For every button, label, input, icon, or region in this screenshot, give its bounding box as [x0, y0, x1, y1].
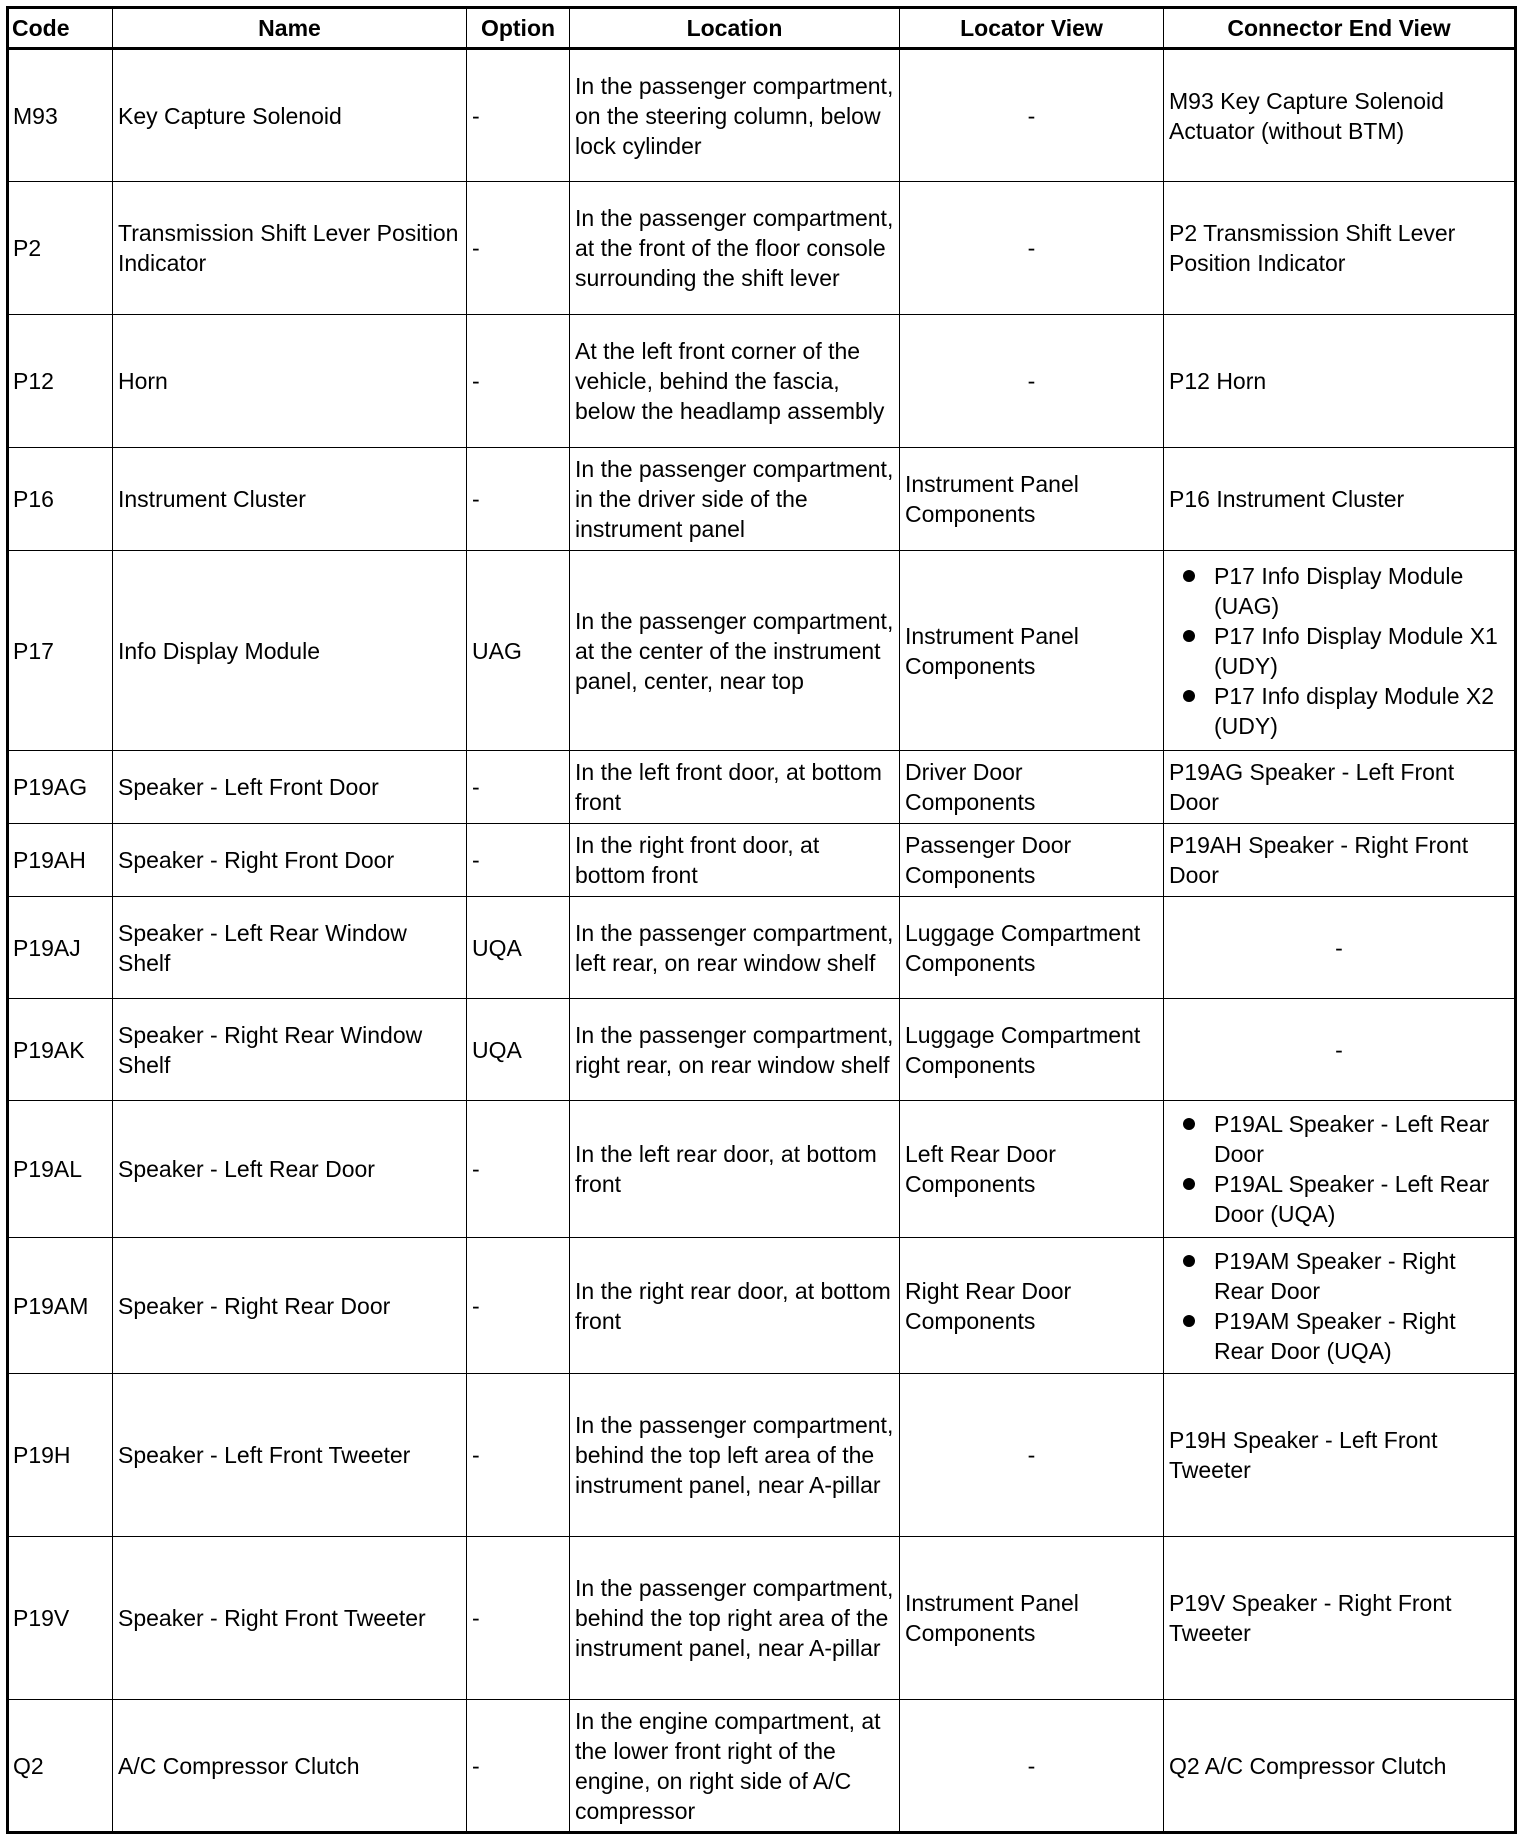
locator-view-cell: -: [900, 49, 1164, 182]
code-cell: P19AH: [8, 824, 113, 897]
header-option: Option: [467, 8, 570, 49]
locator-view-cell: Driver Door Components: [900, 751, 1164, 824]
connector-list-item: P17 Info Display Module (UAG): [1214, 561, 1509, 621]
table-row: [8, 182, 1516, 315]
option-cell: UAG: [467, 551, 570, 751]
connector-list: [1169, 561, 1509, 741]
location-cell: In the passenger compartment, on the steering column, below lock cylinder: [570, 49, 900, 182]
table-row: [8, 1700, 1516, 1833]
code-cell: P19AG: [8, 751, 113, 824]
connector-list-item: P19AL Speaker - Left Rear Door: [1214, 1109, 1509, 1169]
locator-view-cell: -: [900, 182, 1164, 315]
location-cell: In the passenger compartment, left rear, on rear window shelf: [570, 897, 900, 999]
connector-end-view-cell: P19AG Speaker - Left Front Door: [1164, 751, 1516, 824]
location-cell: In the passenger compartment, behind the top right area of the instrument panel, near A-pillar: [570, 1537, 900, 1700]
code-cell: P19AJ: [8, 897, 113, 999]
option-cell: UQA: [467, 897, 570, 999]
location-cell: In the right front door, at bottom front: [570, 824, 900, 897]
location-cell: In the passenger compartment, at the center of the instrument panel, center, near top: [570, 551, 900, 751]
connector-end-view-cell: P2 Transmission Shift Lever Position Indicator: [1164, 182, 1516, 315]
header-connector-end-view: Connector End View: [1164, 8, 1516, 49]
location-cell: At the left front corner of the vehicle, behind the fascia, below the headlamp assembly: [570, 315, 900, 448]
locator-view-cell: Instrument Panel Components: [900, 448, 1164, 551]
location-cell: In the left front door, at bottom front: [570, 751, 900, 824]
code-cell: P17: [8, 551, 113, 751]
connector-end-view-cell: [1164, 1238, 1516, 1374]
name-cell: A/C Compressor Clutch: [113, 1700, 467, 1833]
name-cell: Instrument Cluster: [113, 448, 467, 551]
locator-view-cell: Instrument Panel Components: [900, 1537, 1164, 1700]
name-cell: Transmission Shift Lever Position Indicator: [113, 182, 467, 315]
name-cell: Info Display Module: [113, 551, 467, 751]
connector-list-item: P19AM Speaker - Right Rear Door (UQA): [1214, 1306, 1509, 1366]
connector-end-view-cell: P19H Speaker - Left Front Tweeter: [1164, 1374, 1516, 1537]
code-cell: Q2: [8, 1700, 113, 1833]
header-name: Name: [113, 8, 467, 49]
connector-list-item: P17 Info Display Module X1 (UDY): [1214, 621, 1509, 681]
location-cell: In the passenger compartment, behind the top left area of the instrument panel, near A-pillar: [570, 1374, 900, 1537]
table-row: [8, 1101, 1516, 1238]
header-row: [8, 8, 1516, 49]
connector-end-view-cell: [1164, 551, 1516, 751]
table-row: [8, 1238, 1516, 1374]
connector-list: [1169, 1246, 1509, 1366]
code-cell: P19AL: [8, 1101, 113, 1238]
connector-end-view-cell: P19V Speaker - Right Front Tweeter: [1164, 1537, 1516, 1700]
name-cell: Speaker - Left Front Door: [113, 751, 467, 824]
connector-end-view-cell: P19AH Speaker - Right Front Door: [1164, 824, 1516, 897]
connector-end-view-cell: P16 Instrument Cluster: [1164, 448, 1516, 551]
locator-view-cell: Passenger Door Components: [900, 824, 1164, 897]
table-row: [8, 1537, 1516, 1700]
option-cell: -: [467, 1238, 570, 1374]
code-cell: P19AM: [8, 1238, 113, 1374]
connector-end-view-cell: -: [1164, 999, 1516, 1101]
table-row: [8, 751, 1516, 824]
code-cell: P19H: [8, 1374, 113, 1537]
name-cell: Key Capture Solenoid: [113, 49, 467, 182]
option-cell: -: [467, 448, 570, 551]
name-cell: Speaker - Right Rear Window Shelf: [113, 999, 467, 1101]
header-locator-view: Locator View: [900, 8, 1164, 49]
code-cell: P19V: [8, 1537, 113, 1700]
connector-end-view-cell: P12 Horn: [1164, 315, 1516, 448]
option-cell: -: [467, 315, 570, 448]
location-cell: In the passenger compartment, at the front of the floor console surrounding the shift lever: [570, 182, 900, 315]
option-cell: -: [467, 1101, 570, 1238]
table-row: [8, 49, 1516, 182]
code-cell: P16: [8, 448, 113, 551]
code-cell: P19AK: [8, 999, 113, 1101]
connector-end-view-cell: -: [1164, 897, 1516, 999]
location-cell: In the right rear door, at bottom front: [570, 1238, 900, 1374]
table-row: [8, 448, 1516, 551]
location-cell: In the left rear door, at bottom front: [570, 1101, 900, 1238]
connector-list: [1169, 1109, 1509, 1229]
locator-view-cell: Left Rear Door Components: [900, 1101, 1164, 1238]
locator-view-cell: -: [900, 315, 1164, 448]
location-cell: In the engine compartment, at the lower front right of the engine, on right side of A/C compressor: [570, 1700, 900, 1833]
option-cell: -: [467, 49, 570, 182]
name-cell: Speaker - Left Rear Door: [113, 1101, 467, 1238]
table-row: [8, 551, 1516, 751]
option-cell: -: [467, 182, 570, 315]
option-cell: -: [467, 1700, 570, 1833]
connector-list-item: P19AM Speaker - Right Rear Door: [1214, 1246, 1509, 1306]
connector-list-item: P17 Info display Module X2 (UDY): [1214, 681, 1509, 741]
header-code: Code: [8, 8, 113, 49]
locator-view-cell: -: [900, 1374, 1164, 1537]
locator-view-cell: Luggage Compartment Components: [900, 999, 1164, 1101]
location-cell: In the passenger compartment, right rear, on rear window shelf: [570, 999, 900, 1101]
code-cell: P2: [8, 182, 113, 315]
name-cell: Speaker - Left Rear Window Shelf: [113, 897, 467, 999]
name-cell: Speaker - Right Front Door: [113, 824, 467, 897]
component-locator-table: [6, 6, 1517, 1834]
name-cell: Speaker - Left Front Tweeter: [113, 1374, 467, 1537]
table-row: [8, 1374, 1516, 1537]
locator-view-cell: -: [900, 1700, 1164, 1833]
table-row: [8, 315, 1516, 448]
connector-list-item: P19AL Speaker - Left Rear Door (UQA): [1214, 1169, 1509, 1229]
code-cell: P12: [8, 315, 113, 448]
connector-end-view-cell: Q2 A/C Compressor Clutch: [1164, 1700, 1516, 1833]
name-cell: Speaker - Right Front Tweeter: [113, 1537, 467, 1700]
option-cell: -: [467, 751, 570, 824]
locator-view-cell: Instrument Panel Components: [900, 551, 1164, 751]
option-cell: -: [467, 824, 570, 897]
table-row: [8, 999, 1516, 1101]
connector-end-view-cell: [1164, 1101, 1516, 1238]
connector-end-view-cell: M93 Key Capture Solenoid Actuator (without BTM): [1164, 49, 1516, 182]
table-row: [8, 824, 1516, 897]
name-cell: Speaker - Right Rear Door: [113, 1238, 467, 1374]
option-cell: -: [467, 1374, 570, 1537]
name-cell: Horn: [113, 315, 467, 448]
option-cell: UQA: [467, 999, 570, 1101]
header-location: Location: [570, 8, 900, 49]
locator-view-cell: Right Rear Door Components: [900, 1238, 1164, 1374]
option-cell: -: [467, 1537, 570, 1700]
code-cell: M93: [8, 49, 113, 182]
locator-view-cell: Luggage Compartment Components: [900, 897, 1164, 999]
location-cell: In the passenger compartment, in the driver side of the instrument panel: [570, 448, 900, 551]
table-row: [8, 897, 1516, 999]
